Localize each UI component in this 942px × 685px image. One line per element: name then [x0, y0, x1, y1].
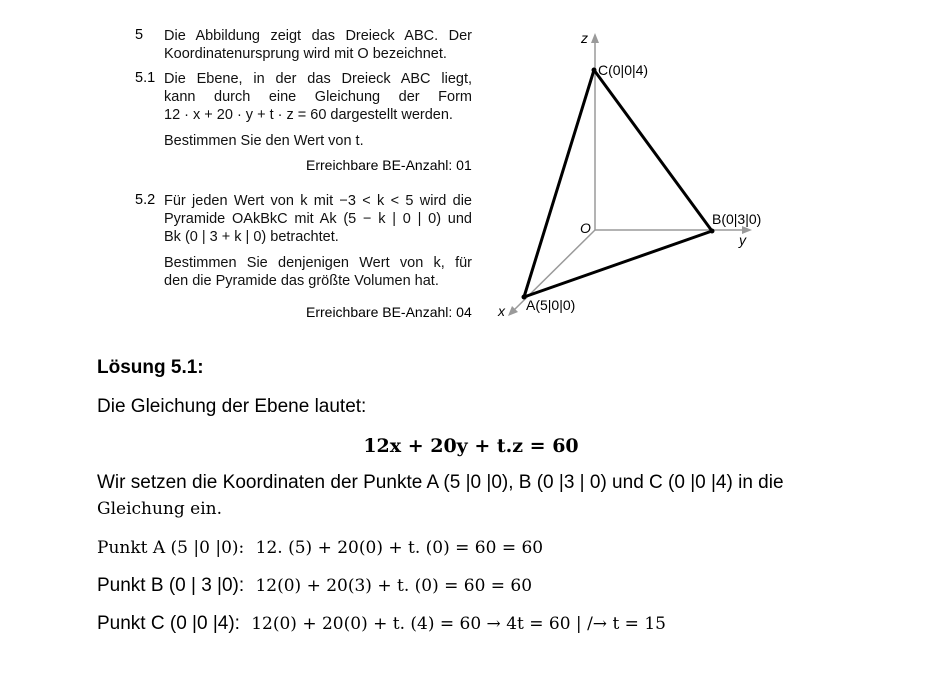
solution-intro: Die Gleichung der Ebene lautet:: [97, 396, 367, 417]
point-a-row: [97, 538, 543, 558]
triangle-abc: [524, 70, 712, 297]
task-5-1-line-2: kann durch eine Gleichung der Form: [164, 89, 472, 105]
point-c: [592, 68, 597, 73]
label-z-axis: z: [581, 30, 588, 46]
triangle-figure: [490, 25, 790, 325]
substitution-line-2: Gleichung ein.: [97, 499, 223, 519]
task-5-line-2: Koordinatenursprung wird mit O bezeichnet.: [164, 46, 447, 62]
point-a-label: Punkt A (5 |0 |0):: [97, 538, 245, 558]
point-c-calc: 12(0) + 20(0) + t. (4) = 60 → 4t = 60 | /→ t = 15: [251, 614, 666, 634]
point-b-calc: 12(0) + 20(3) + t. (0) = 60 = 60: [255, 576, 533, 596]
point-b-label: Punkt B (0 | 3 |0):: [97, 575, 245, 596]
point-b: [710, 229, 715, 234]
task-5-2-prompt-1: Bestimmen Sie denjenigen Wert von k, für: [164, 255, 472, 271]
label-b: B(0|3|0): [712, 211, 762, 227]
task-5-number: 5: [135, 27, 144, 43]
task-5-1-line-1: Die Ebene, in der das Dreieck ABC liegt,: [164, 71, 472, 87]
plane-equation: 12x + 20y + t.z = 60: [363, 435, 579, 457]
label-y-axis: y: [739, 232, 746, 248]
label-a: A(5|0|0): [526, 297, 576, 313]
point-c-row: [97, 613, 666, 635]
task-5-2-line-1: Für jeden Wert von k mit −3 < k < 5 wird die: [164, 193, 472, 209]
task-5-1-line-3: 12 · x + 20 · y + t · z = 60 dargestellt werden.: [164, 107, 453, 123]
label-origin: O: [580, 220, 591, 236]
solution-heading: Lösung 5.1:: [97, 357, 204, 378]
task-5-2-text: [164, 192, 472, 290]
task-5-line-1: Die Abbildung zeigt das Dreieck ABC. Der: [164, 28, 472, 44]
task-5-2-number: 5.2: [135, 192, 156, 208]
task-5-1-text: [164, 70, 472, 150]
task-5-1-be: Erreichbare BE-Anzahl: 01: [306, 157, 472, 173]
task-5-2-prompt-2: den die Pyramide das größte Volumen hat.: [164, 273, 439, 289]
point-a-calc: 12. (5) + 20(0) + t. (0) = 60 = 60: [255, 538, 544, 558]
task-5-2-line-3: Bk (0 | 3 + k | 0) betrachtet.: [164, 229, 339, 245]
task-5-1-prompt: Bestimmen Sie den Wert von t.: [164, 133, 364, 149]
z-axis-arrow-icon: [591, 33, 599, 43]
point-c-label: Punkt C (0 |0 |4):: [97, 613, 240, 634]
task-5-2-line-2: Pyramide OAkBkC mit Ak (5 − k | 0 | 0) und: [164, 211, 472, 227]
task-5-2-be: Erreichbare BE-Anzahl: 04: [306, 304, 472, 320]
label-x-axis: x: [498, 303, 505, 319]
task-5-1-number: 5.1: [135, 70, 156, 86]
task-5-text: [164, 27, 472, 63]
label-c: C(0|0|4): [598, 62, 649, 78]
point-b-row: [97, 575, 532, 597]
substitution-line-1: Wir setzen die Koordinaten der Punkte A (5 |0 |0), B (0 |3 | 0) und C (0 |0 |4) in die: [97, 472, 784, 493]
